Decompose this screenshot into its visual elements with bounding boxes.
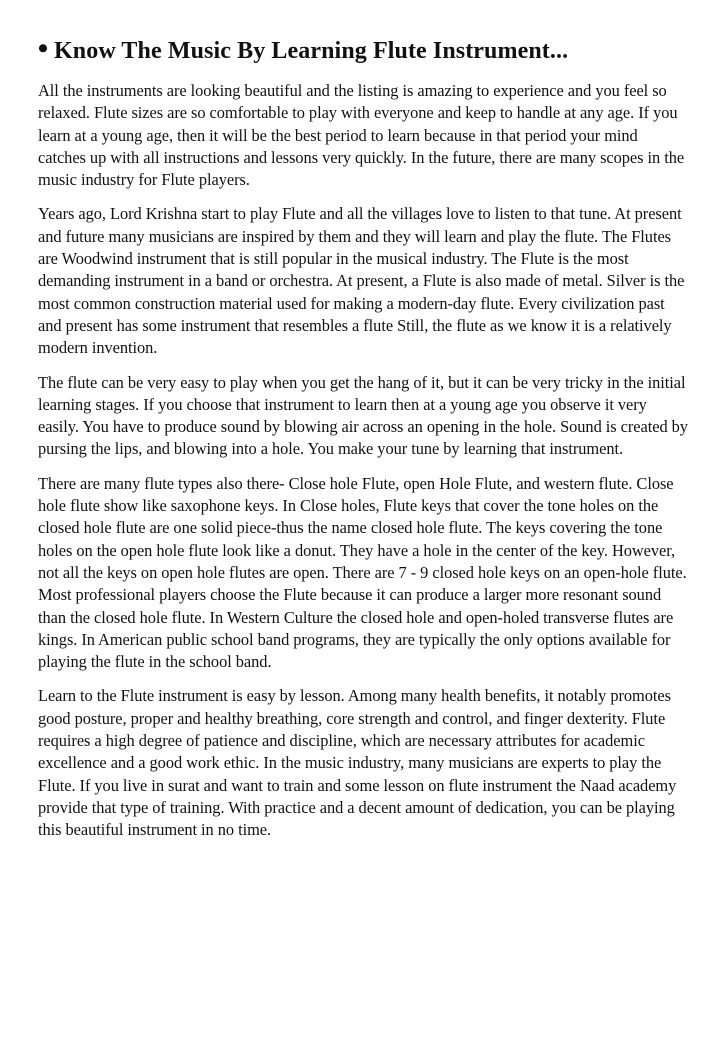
bullet-icon: • [37,32,49,65]
article-title: Know The Music By Learning Flute Instrument... [54,38,569,64]
article-header [32,32,688,68]
paragraph-1: All the instruments are looking beautiful and the listing is amazing to experience and you feel so relaxed. Flute sizes are so comfortable to play with everyone and keep to handle at any age. If you learn at a young age, then it will be the best period to learn because in that period your mind catches up with all instructions and lessons very quickly. In the future, there are many scopes in the music industry for Flute players. [38,81,685,190]
paragraph-5: Learn to the Flute instrument is easy by lesson. Among many health benefits, it notably promotes good posture, proper and healthy breathing, core strength and control, and finger dexterity. Flute requires a high degree of patience and discipline, which are necessary attributes for academic excellence and a good work ethic. In the music industry, many musicians are experts to play the Flute. If you live in surat and want to train and some lesson on flute instrument the Naad academy provide that type of training. With practice and a decent amount of dedication, you can be playing this beautiful instrument in no time. [38,686,677,840]
article [38,32,688,854]
paragraph-3: The flute can be very easy to play when you get the hang of it, but it can be very tricky in the initial learning stages. If you choose that instrument to learn then at a young age you observe it very easily. You have to produce sound by blowing air across an opening in the hole. Sound is created by pursing the lips, and blowing into a hole. You make your tune by learning that instrument. [38,372,688,459]
paragraph-2: Years ago, Lord Krishna start to play Flute and all the villages love to listen to that tune. At present and future many musicians are inspired by them and they will learn and play the flute. The Flutes are Woodwind instrument that is still popular in the musical industry. The Flute is the most demanding instrument in a band or orchestra. At present, a Flute is also made of metal. Silver is the most common construction material used for making a modern-day flute. Every civilization past and present has some instrument that resembles a flute Still, the flute as we know it is a relatively modern invention. [38,204,685,358]
paragraph-4: There are many flute types also there- Close hole Flute, open Hole Flute, and western flute. Close hole flute show like saxophone keys. In Close holes, Flute keys that cover the tone holes on the closed hole flute are one solid piece-thus the name closed hole flute. The keys covering the tone holes on the open hole flute look like a donut. They have a hole in the center of the key. However, not all the keys on open hole flutes are open. There are 7 - 9 closed hole keys on an open-hole flute. Most professional players choose the Flute because it can produce a larger more resonant sound than the closed hole flute. In Western Culture the closed hole and open-holed transverse flutes are kings. In American public school band programs, they are typically the only options available for playing the flute in the school band. [38,473,687,672]
